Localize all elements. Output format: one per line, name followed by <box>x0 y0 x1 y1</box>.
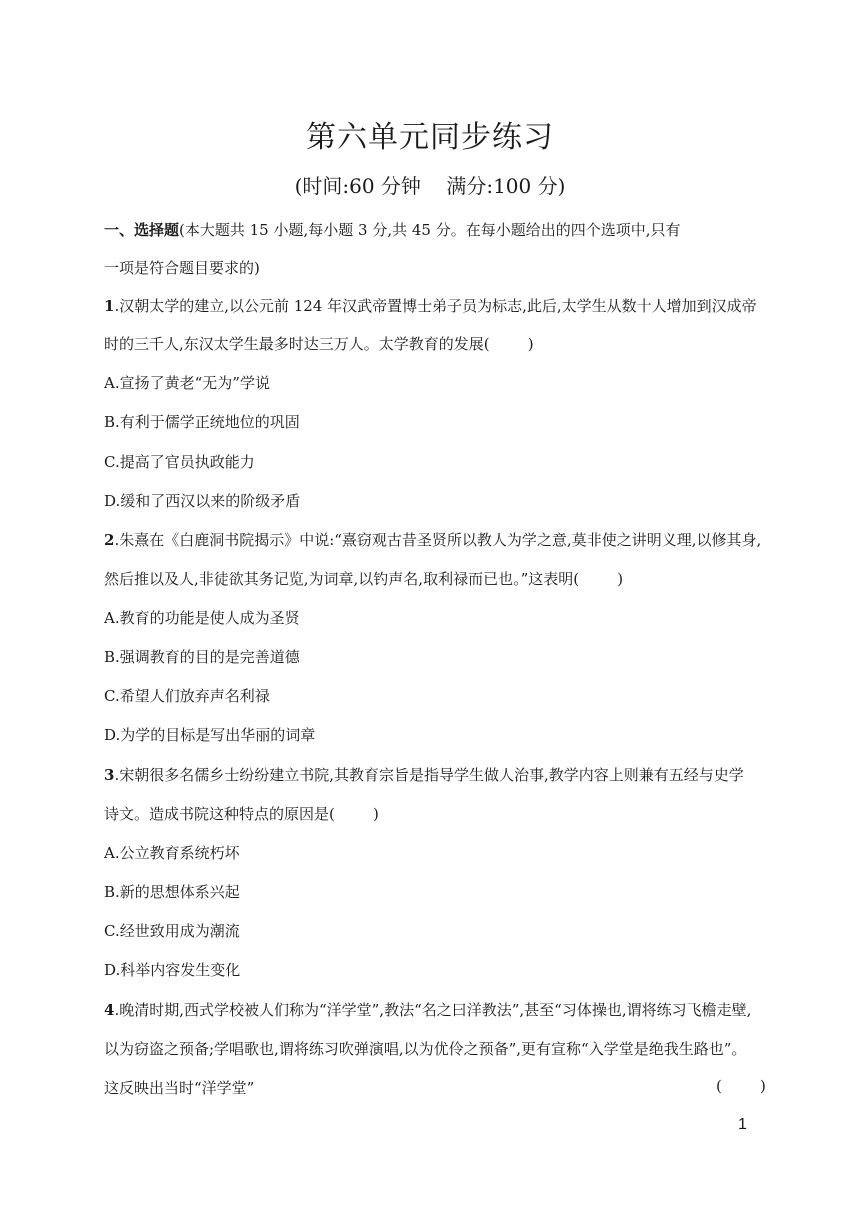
question-1-stem-line-2: 时的三千人,东汉太学生最多时达三万人。太学教育的发展( ) <box>104 335 534 353</box>
exam-info: (时间:60 分钟 满分:100 分) <box>294 174 566 198</box>
question-2-option-c: C.希望人们放弃声名利禄 <box>104 687 270 705</box>
question-1-option-c: C.提高了官员执政能力 <box>104 453 255 471</box>
question-3-stem-line-2: 诗文。造成书院这种特点的原因是( ) <box>104 805 379 823</box>
question-4-stem-line-1: 4.晚清时期,西式学校被人们称为“洋学堂”,教法“名之曰洋教法”,甚至“习体操也,谓将练习飞檐走壁, <box>104 1001 752 1019</box>
page-number: 1 <box>738 1116 747 1133</box>
section-description-continued: 一项是符合题目要求的) <box>104 259 260 277</box>
question-4-answer-blank: ( ) <box>716 1077 766 1095</box>
question-2-option-a: A.教育的功能是使人成为圣贤 <box>104 609 300 627</box>
question-3-option-c: C.经世致用成为潮流 <box>104 922 240 940</box>
question-2-option-d: D.为学的目标是写出华丽的词章 <box>104 726 316 744</box>
page-title: 第六单元同步练习 <box>306 120 554 155</box>
question-4-stem-line-3: 这反映出当时“洋学堂” <box>104 1079 255 1097</box>
question-1-option-a: A.宣扬了黄老“无为”学说 <box>104 374 270 392</box>
question-3-stem-line-1: 3.宋朝很多名儒乡士纷纷建立书院,其教育宗旨是指导学生做人治事,教学内容上则兼有五经与史学 <box>104 766 744 784</box>
question-1-option-b: B.有利于儒学正统地位的巩固 <box>104 413 300 431</box>
question-3-option-b: B.新的思想体系兴起 <box>104 883 240 901</box>
question-3-option-a: A.公立教育系统朽坏 <box>104 844 240 862</box>
question-number: 4 <box>104 1001 115 1019</box>
question-number: 3 <box>104 766 115 784</box>
section-heading <box>104 219 681 240</box>
question-2-stem-line-1: 2.朱熹在《白鹿洞书院揭示》中说:“熹窃观古昔圣贤所以教人为学之意,莫非使之讲明义理,以修其身, <box>104 531 762 549</box>
section-title: 一、选择题 <box>104 221 180 239</box>
section-description: (本大题共 15 小题,每小题 3 分,共 45 分。在每小题给出的四个选项中,只有 <box>179 221 681 239</box>
question-2-stem-line-2: 然后推以及人,非徒欲其务记览,为词章,以钓声名,取利禄而已也。”这表明( ) <box>104 570 624 588</box>
question-1-stem-line-1: 1.汉朝太学的建立,以公元前 124 年汉武帝置博士弟子员为标志,此后,太学生从数十人增加到汉成帝 <box>104 297 757 315</box>
question-1-option-d: D.缓和了西汉以来的阶级矛盾 <box>104 492 301 510</box>
question-2-option-b: B.强调教育的目的是完善道德 <box>104 648 300 666</box>
question-3-option-d: D.科举内容发生变化 <box>104 961 241 979</box>
question-number: 2 <box>104 531 115 549</box>
question-number: 1 <box>104 297 115 315</box>
question-4-stem-line-2: 以为窃盗之预备;学唱歌也,谓将练习吹弹演唱,以为优伶之预备”,更有宣称“入学堂是绝我生路也”。 <box>104 1040 747 1058</box>
